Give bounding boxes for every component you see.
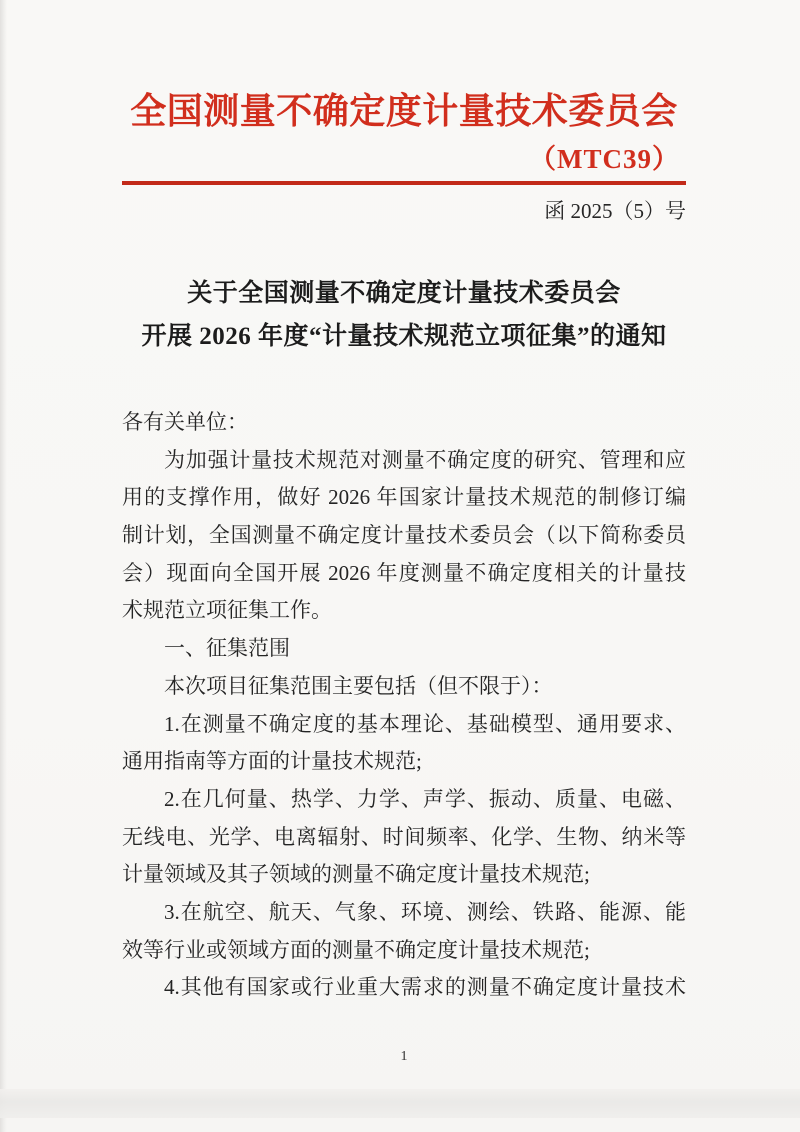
doc-title-line-2: 开展 2026 年度“计量技术规范立项征集”的通知 (141, 323, 667, 350)
body-line: 3.在航空、航天、气象、环境、测绘、铁路、能源、能 (164, 899, 686, 924)
letterhead-org-code: （MTC39） (529, 144, 680, 174)
body-line: 无线电、光学、电离辐射、时间频率、化学、生物、纳米等 (122, 824, 686, 849)
doc-title-line-1: 关于全国测量不确定度计量技术委员会 (187, 280, 621, 307)
page-number: 1 (400, 1049, 408, 1064)
body-line: 2.在几何量、热学、力学、声学、振动、质量、电磁、 (164, 786, 686, 811)
body-line: 效等行业或领域方面的测量不确定度计量技术规范; (122, 937, 590, 962)
body-line: 术规范立项征集工作。 (122, 598, 332, 623)
body-paragraph (122, 706, 686, 781)
body-text (122, 404, 686, 1007)
letterhead-org-name: 全国测量不确定度计量技术委员会 (130, 91, 678, 131)
doc-title (102, 272, 706, 358)
body-line: 1.在测量不确定度的基本理论、基础模型、通用要求、 (164, 711, 686, 736)
body-line: 用的支撑作用，做好 2026 年国家计量技术规范的制修订编 (122, 485, 686, 510)
body-paragraph (122, 442, 686, 630)
body-paragraph (122, 969, 686, 1007)
body-line: 制计划，全国测量不确定度计量技术委员会（以下简称委员 (122, 523, 686, 548)
body-line: 计量领域及其子领域的测量不确定度计量技术规范; (122, 862, 590, 887)
body-paragraph (122, 630, 686, 668)
body-line: 通用指南等方面的计量技术规范; (122, 749, 422, 774)
body-line: 会）现面向全国开展 2026 年度测量不确定度相关的计量技 (122, 560, 686, 585)
body-paragraph (122, 404, 686, 442)
scan-edge-artifact (0, 0, 7, 1132)
body-line: 一、征集范围 (164, 636, 290, 661)
document-content (122, 0, 686, 1132)
body-line: 各有关单位： (122, 410, 248, 434)
body-paragraph (122, 894, 686, 969)
body-paragraph (122, 668, 686, 706)
body-line: 为加强计量技术规范对测量不确定度的研究、管理和应 (164, 447, 686, 472)
doc-number: 函 2025（5）号 (544, 199, 686, 223)
body-line: 4.其他有国家或行业重大需求的测量不确定度计量技术 (164, 975, 686, 1000)
body-paragraph (122, 781, 686, 894)
body-line: 本次项目征集范围主要包括（但不限于）： (164, 673, 553, 698)
red-divider-rule (122, 181, 686, 185)
